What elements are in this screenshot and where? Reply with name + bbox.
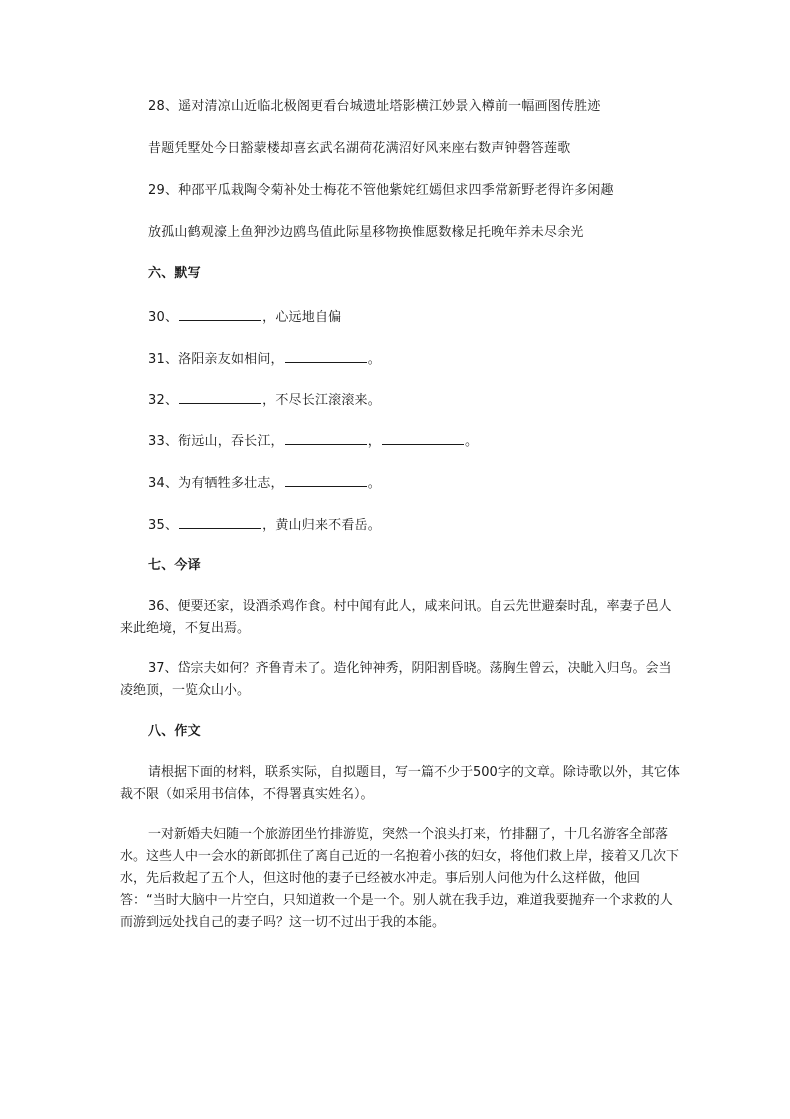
question-30: 30、 ，心远地自偏 — [148, 310, 342, 325]
blank-32[interactable] — [179, 391, 261, 404]
essay-instruction: 请根据下面的材料，联系实际，自拟题目，写一篇不少于500字的文章。除诗歌以外，其它体裁不限（如采用书信体，不得署真实姓名）。 — [120, 765, 680, 802]
question-33: 33、衔远山，吞长江， ， 。 — [148, 434, 479, 449]
blank-33b[interactable] — [382, 432, 464, 445]
question-31: 31、洛阳亲友如相问， 。 — [148, 352, 381, 367]
question-32: 32、 ，不尽长江滚滚来。 — [148, 393, 381, 408]
blank-33a[interactable] — [285, 432, 367, 445]
section-8-title: 八、作文 — [148, 724, 201, 739]
blank-34[interactable] — [285, 474, 367, 487]
blank-35[interactable] — [179, 516, 261, 529]
section-6-title: 六、默写 — [148, 266, 201, 281]
translation-37: 37、岱宗夫如何？齐鲁青未了。造化钟神秀，阴阳割昏晓。荡胸生曾云，决眦入归鸟。会当凌绝顶，一览众山小。 — [120, 661, 672, 698]
question-34: 34、为有牺牲多壮志， 。 — [148, 476, 381, 491]
couplet-29-line-1: 29、种邵平瓜栽陶令菊补处士梅花不管他紫姹红嫣但求四季常新野老得许多闲趣 — [148, 183, 614, 198]
blank-31[interactable] — [285, 350, 367, 363]
couplet-29-line-2: 放孤山鹤观濠上鱼狎沙边鸥鸟值此际星移物换惟愿数椽足托晚年养未尽余光 — [148, 225, 584, 240]
section-7-title: 七、今译 — [148, 558, 201, 573]
question-35: 35、 ，黄山归来不看岳。 — [148, 518, 381, 533]
couplet-28-line-2: 昔题凭墅处今日豁蒙楼却喜玄武名湖荷花满沼好风来座右数声钟磬答莲歌 — [148, 141, 571, 156]
essay-material: 一对新婚夫妇随一个旅游团坐竹排游览，突然一个浪头打来，竹排翻了，十几名游客全部落水。这些人中一会水的新郎抓住了离自己近的一名抱着小孩的妇女，将他们救上岸，接着又几次下水，先后救起了五个人，但这时他的妻子已经被水冲走。事后别人问他为什么这样做，他回答：“当时大脑中一片空白，只知道救一个是一个。别人就在我手边，难道我要抛弃一个求救的人而游到远处找自己的妻子吗？这一切不过出于我的本能。 — [120, 827, 680, 930]
couplet-28-line-1: 28、遥对清凉山近临北极阁更看台城遗址塔影横江妙景入樽前一幅画图传胜迹 — [148, 99, 601, 114]
translation-36: 36、便要还家，设酒杀鸡作食。村中闻有此人，咸来问讯。自云先世避秦时乱，率妻子邑人来此绝境，不复出焉。 — [120, 599, 672, 636]
blank-30[interactable] — [179, 308, 261, 321]
